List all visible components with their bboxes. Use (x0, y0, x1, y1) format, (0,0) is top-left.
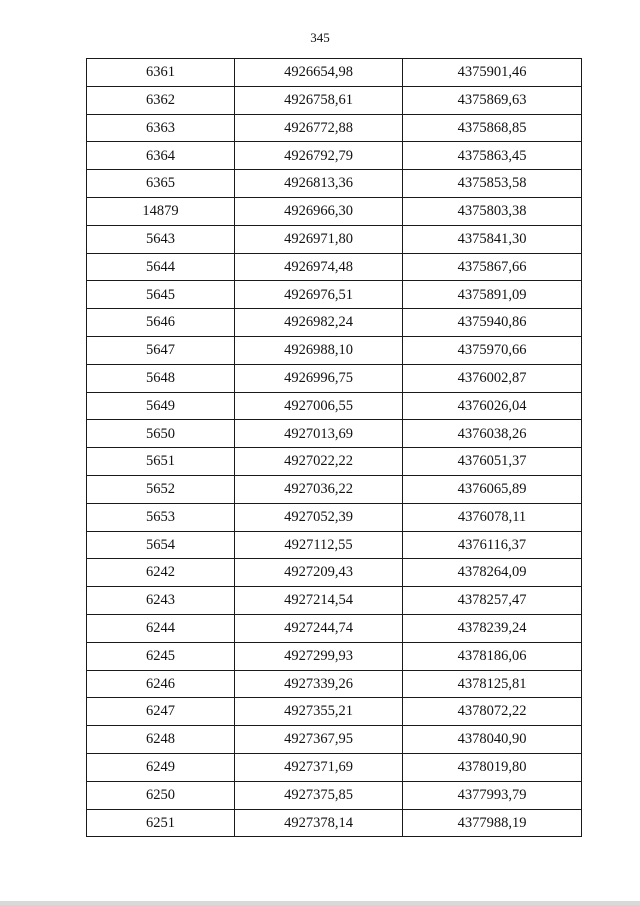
x-coordinate-cell: 4926996,75 (235, 364, 403, 392)
table-row (87, 170, 582, 198)
x-coordinate-cell: 4927299,93 (235, 642, 403, 670)
x-coordinate-cell: 4927036,22 (235, 475, 403, 503)
point-number-cell: 5654 (87, 531, 235, 559)
x-coordinate-cell: 4927244,74 (235, 614, 403, 642)
table-row (87, 336, 582, 364)
x-coordinate-cell: 4926654,98 (235, 59, 403, 87)
y-coordinate-cell: 4377988,19 (403, 809, 582, 837)
y-coordinate-cell: 4378125,81 (403, 670, 582, 698)
point-number-cell: 6362 (87, 86, 235, 114)
table-row (87, 559, 582, 587)
page-number: 345 (310, 30, 330, 45)
table-row (87, 698, 582, 726)
table-row (87, 587, 582, 615)
x-coordinate-cell: 4927022,22 (235, 448, 403, 476)
table-row (87, 809, 582, 837)
x-coordinate-cell: 4927371,69 (235, 753, 403, 781)
y-coordinate-cell: 4378264,09 (403, 559, 582, 587)
y-coordinate-cell: 4375970,66 (403, 336, 582, 364)
point-number-cell: 5646 (87, 309, 235, 337)
x-coordinate-cell: 4926966,30 (235, 197, 403, 225)
y-coordinate-cell: 4378239,24 (403, 614, 582, 642)
x-coordinate-cell: 4927006,55 (235, 392, 403, 420)
point-number-cell: 5652 (87, 475, 235, 503)
x-coordinate-cell: 4927013,69 (235, 420, 403, 448)
point-number-cell: 6243 (87, 587, 235, 615)
table-row (87, 448, 582, 476)
y-coordinate-cell: 4376116,37 (403, 531, 582, 559)
table-row (87, 642, 582, 670)
x-coordinate-cell: 4926758,61 (235, 86, 403, 114)
y-coordinate-cell: 4375891,09 (403, 281, 582, 309)
point-number-cell: 5653 (87, 503, 235, 531)
table-row (87, 281, 582, 309)
y-coordinate-cell: 4375940,86 (403, 309, 582, 337)
y-coordinate-cell: 4377993,79 (403, 781, 582, 809)
point-number-cell: 5644 (87, 253, 235, 281)
table-row (87, 142, 582, 170)
x-coordinate-cell: 4927209,43 (235, 559, 403, 587)
table-row (87, 253, 582, 281)
table-row (87, 753, 582, 781)
y-coordinate-cell: 4376051,37 (403, 448, 582, 476)
y-coordinate-cell: 4375901,46 (403, 59, 582, 87)
table-row (87, 392, 582, 420)
x-coordinate-cell: 4927378,14 (235, 809, 403, 837)
x-coordinate-cell: 4926772,88 (235, 114, 403, 142)
point-number-cell: 6247 (87, 698, 235, 726)
point-number-cell: 6363 (87, 114, 235, 142)
point-number-cell: 14879 (87, 197, 235, 225)
x-coordinate-cell: 4926971,80 (235, 225, 403, 253)
y-coordinate-cell: 4376026,04 (403, 392, 582, 420)
point-number-cell: 6249 (87, 753, 235, 781)
y-coordinate-cell: 4375841,30 (403, 225, 582, 253)
table-row (87, 59, 582, 87)
point-number-cell: 6250 (87, 781, 235, 809)
point-number-cell: 5649 (87, 392, 235, 420)
table-row (87, 503, 582, 531)
table-row (87, 197, 582, 225)
y-coordinate-cell: 4378040,90 (403, 726, 582, 754)
x-coordinate-cell: 4926988,10 (235, 336, 403, 364)
point-number-cell: 5643 (87, 225, 235, 253)
point-number-cell: 6364 (87, 142, 235, 170)
x-coordinate-cell: 4926813,36 (235, 170, 403, 198)
table-row (87, 781, 582, 809)
coordinates-table-body (87, 59, 582, 837)
point-number-cell: 6361 (87, 59, 235, 87)
table-row (87, 86, 582, 114)
point-number-cell: 6248 (87, 726, 235, 754)
y-coordinate-cell: 4376078,11 (403, 503, 582, 531)
point-number-cell: 6246 (87, 670, 235, 698)
x-coordinate-cell: 4926976,51 (235, 281, 403, 309)
point-number-cell: 5648 (87, 364, 235, 392)
x-coordinate-cell: 4926792,79 (235, 142, 403, 170)
x-coordinate-cell: 4927214,54 (235, 587, 403, 615)
point-number-cell: 6244 (87, 614, 235, 642)
table-row (87, 670, 582, 698)
table-row (87, 420, 582, 448)
x-coordinate-cell: 4927355,21 (235, 698, 403, 726)
y-coordinate-cell: 4378019,80 (403, 753, 582, 781)
coordinates-table (86, 58, 582, 837)
y-coordinate-cell: 4376065,89 (403, 475, 582, 503)
point-number-cell: 5651 (87, 448, 235, 476)
table-row (87, 225, 582, 253)
x-coordinate-cell: 4927375,85 (235, 781, 403, 809)
point-number-cell: 6365 (87, 170, 235, 198)
table-row (87, 114, 582, 142)
x-coordinate-cell: 4927112,55 (235, 531, 403, 559)
x-coordinate-cell: 4927367,95 (235, 726, 403, 754)
x-coordinate-cell: 4926974,48 (235, 253, 403, 281)
table-row (87, 309, 582, 337)
point-number-cell: 6245 (87, 642, 235, 670)
point-number-cell: 6251 (87, 809, 235, 837)
y-coordinate-cell: 4378072,22 (403, 698, 582, 726)
y-coordinate-cell: 4378257,47 (403, 587, 582, 615)
y-coordinate-cell: 4376038,26 (403, 420, 582, 448)
y-coordinate-cell: 4375803,38 (403, 197, 582, 225)
y-coordinate-cell: 4375863,45 (403, 142, 582, 170)
y-coordinate-cell: 4375867,66 (403, 253, 582, 281)
x-coordinate-cell: 4926982,24 (235, 309, 403, 337)
x-coordinate-cell: 4927339,26 (235, 670, 403, 698)
point-number-cell: 5650 (87, 420, 235, 448)
table-row (87, 364, 582, 392)
x-coordinate-cell: 4927052,39 (235, 503, 403, 531)
y-coordinate-cell: 4376002,87 (403, 364, 582, 392)
table-row (87, 531, 582, 559)
page-bottom-edge (0, 901, 640, 905)
point-number-cell: 5647 (87, 336, 235, 364)
table-row (87, 614, 582, 642)
table-row (87, 475, 582, 503)
point-number-cell: 6242 (87, 559, 235, 587)
y-coordinate-cell: 4375853,58 (403, 170, 582, 198)
y-coordinate-cell: 4378186,06 (403, 642, 582, 670)
point-number-cell: 5645 (87, 281, 235, 309)
y-coordinate-cell: 4375868,85 (403, 114, 582, 142)
y-coordinate-cell: 4375869,63 (403, 86, 582, 114)
table-row (87, 726, 582, 754)
